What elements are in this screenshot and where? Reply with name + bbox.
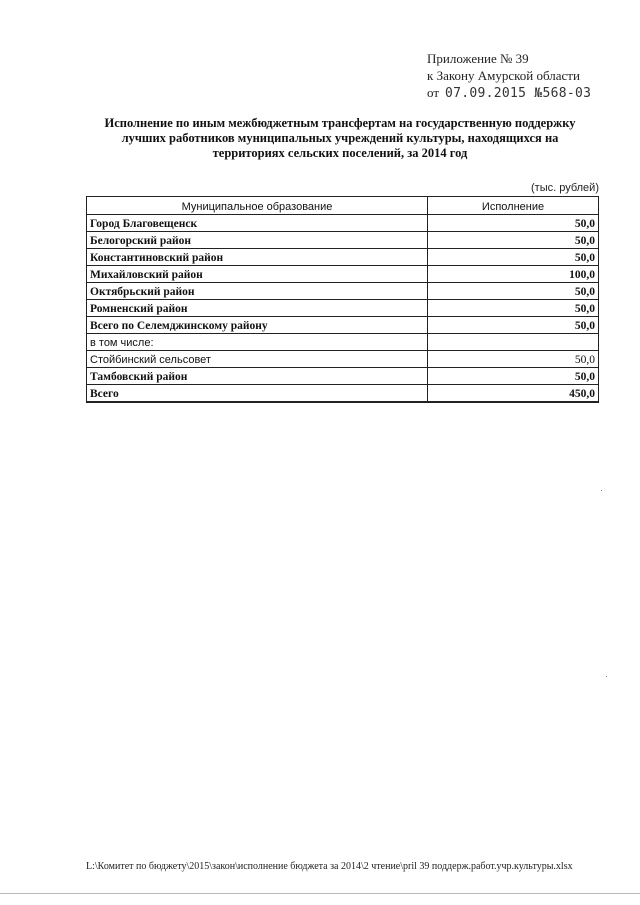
row-value: 50,0 — [428, 215, 599, 232]
table-row — [87, 300, 599, 317]
row-name: Тамбовский район — [87, 368, 428, 385]
table-row — [87, 368, 599, 385]
row-value: 50,0 — [428, 368, 599, 385]
header-execution: Исполнение — [428, 197, 599, 215]
row-value: 50,0 — [428, 300, 599, 317]
file-path-footer: L:\Комитет по бюджету\2015\закон\исполнение бюджета за 2014\2 чтение\pril 39 поддерж.работ.учр.культуры.xlsx — [86, 861, 573, 872]
row-value: 50,0 — [428, 317, 599, 334]
row-name: Стойбинский сельсовет — [87, 351, 428, 368]
table-row — [87, 232, 599, 249]
annex-ot: от — [427, 85, 440, 100]
row-name: в том числе: — [87, 334, 428, 351]
table-row — [87, 317, 599, 334]
annex-number: Приложение № 39 — [427, 51, 529, 66]
table-row — [87, 266, 599, 283]
table-total-row — [87, 385, 599, 403]
row-name: Константиновский район — [87, 249, 428, 266]
title-line-2: лучших работников муниципальных учреждений культуры, находящихся на — [121, 131, 559, 145]
table-row — [87, 283, 599, 300]
table-row — [87, 351, 599, 368]
row-value: 450,0 — [428, 385, 599, 403]
table-header-row — [87, 197, 599, 215]
execution-table — [86, 196, 599, 403]
row-value: 50,0 — [428, 351, 599, 368]
annex-block — [427, 50, 591, 102]
table-row — [87, 215, 599, 232]
row-name: Всего — [87, 385, 428, 403]
scan-speck — [606, 676, 607, 677]
row-value: 100,0 — [428, 266, 599, 283]
title-line-3: территориях сельских поселений, за 2014 год — [212, 146, 468, 160]
header-municipality: Муниципальное образование — [87, 197, 428, 215]
scan-edge-line — [0, 893, 640, 894]
row-name: Ромненский район — [87, 300, 428, 317]
table-row — [87, 334, 599, 351]
scan-speck — [601, 490, 602, 491]
row-value — [428, 334, 599, 351]
annex-date: 07.09.2015 №568-03 — [445, 86, 592, 101]
row-value: 50,0 — [428, 232, 599, 249]
unit-label: (тыс. рублей) — [531, 182, 599, 194]
row-name: Михайловский район — [87, 266, 428, 283]
table-row — [87, 249, 599, 266]
title-line-1: Исполнение по иным межбюджетным трансфертам на государственную поддержку — [104, 116, 576, 130]
row-name: Октябрьский район — [87, 283, 428, 300]
row-name: Белогорский район — [87, 232, 428, 249]
document-title — [80, 116, 600, 161]
row-name: Всего по Селемджинскому району — [87, 317, 428, 334]
row-value: 50,0 — [428, 249, 599, 266]
row-value: 50,0 — [428, 283, 599, 300]
annex-law: к Закону Амурской области — [427, 68, 580, 83]
annex-date-line — [427, 84, 591, 102]
row-name: Город Благовещенск — [87, 215, 428, 232]
